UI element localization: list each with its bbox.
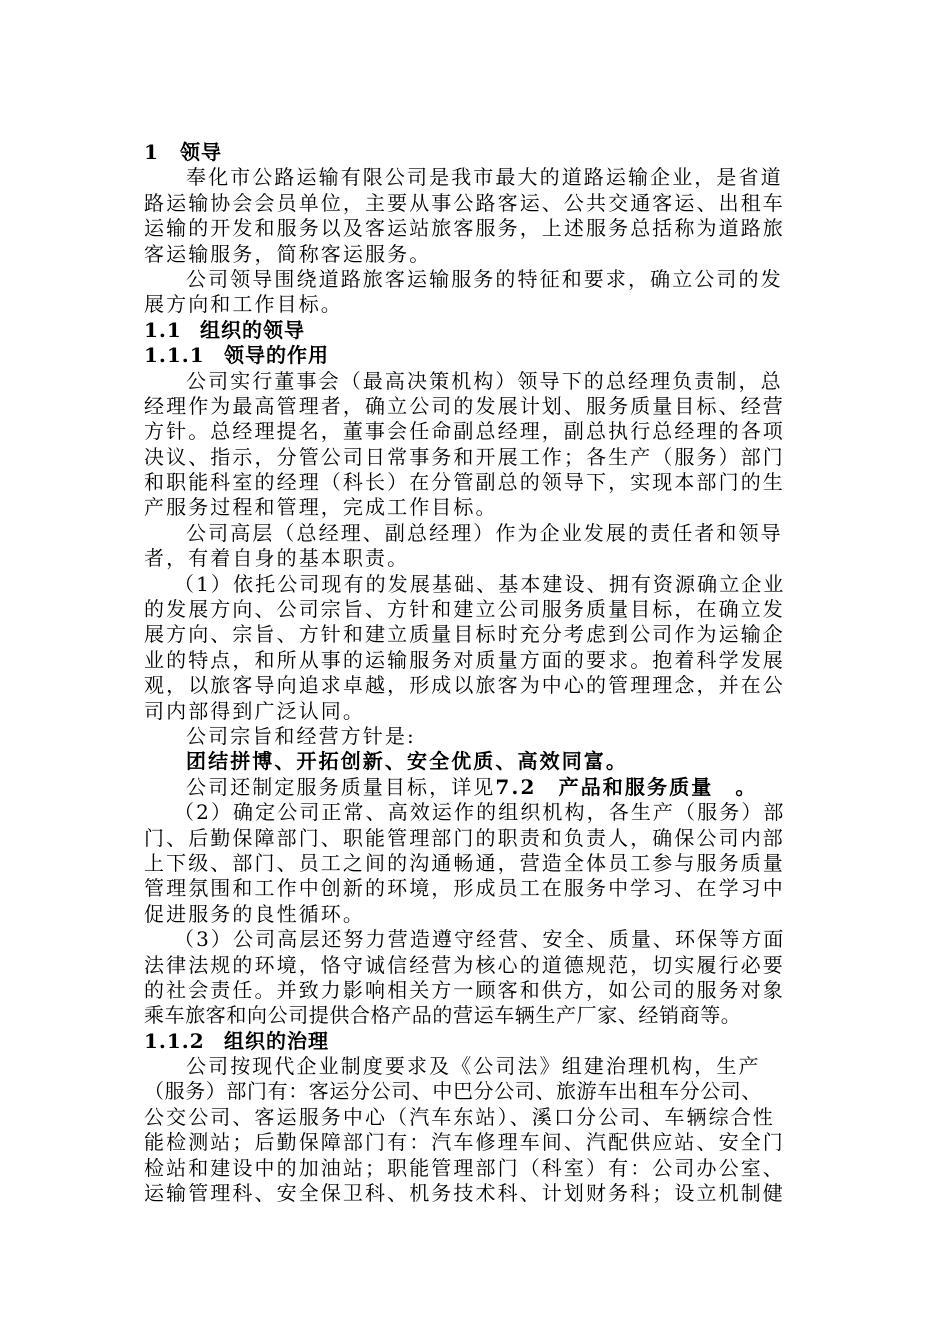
paragraph-line: 路运输协会会员单位，主要从事公路客运、公共交通客运、出租车 xyxy=(144,190,785,215)
paragraph-line: 客运输服务，简称客运服务。 xyxy=(144,241,432,266)
paragraph-line: 乘车旅客和向公司提供合格产品的营运车辆生产厂家、经销商等。 xyxy=(144,1003,742,1028)
paragraph-line xyxy=(144,775,808,800)
paragraph-line: 运输管理科、安全保卫科、机务技术科、计划财务科；设立机制健 xyxy=(144,1181,785,1206)
paragraph-line: 者，有着自身的基本职责。 xyxy=(144,546,410,571)
paragraph-line: 管理氛围和工作中创新的环境，形成员工在服务中学习、在学习中 xyxy=(144,876,785,901)
paragraph-line: 促进服务的良性循环。 xyxy=(144,901,365,926)
paragraph-line: 和职能科室的经理（科长）在分管副总的领导下，实现本部门的生 xyxy=(144,470,785,495)
paragraph-line: （1）依托公司现有的发展基础、基本建设、拥有资源确立企业 xyxy=(174,571,786,596)
paragraph-line: 公司按现代企业制度要求及《公司法》组建治理机构，生产 xyxy=(186,1054,761,1079)
paragraph-line: 决议、指示，分管公司日常事务和开展工作；各生产（服务）部门 xyxy=(144,444,785,469)
section-1-1-heading xyxy=(144,318,808,343)
section-number: 1.1.1 xyxy=(144,343,205,368)
paragraph-line: 公司领导围绕道路旅客运输服务的特征和要求，确立公司的发 xyxy=(186,266,783,291)
paragraph-line: 公交公司、客运服务中心（汽车东站）、溪口分公司、车辆综合性 xyxy=(144,1104,775,1129)
section-reference: 7.2 产品和服务质量 。 xyxy=(495,774,758,799)
paragraph-line: 的社会责任。并致力影响相关方一顾客和供方，如公司的服务对象 xyxy=(144,977,785,1002)
paragraph-line: 检站和建设中的加油站；职能管理部门（科室）有：公司办公室、 xyxy=(144,1155,785,1180)
paragraph-line: 门、后勤保障部门、职能管理部门的职责和负责人，确保公司内部 xyxy=(144,825,785,850)
paragraph-line: 奉化市公路运输有限公司是我市最大的道路运输企业，是省道 xyxy=(186,165,783,190)
paragraph-line: 能检测站；后勤保障部门有：汽车修理车间、汽配供应站、安全门 xyxy=(144,1130,785,1155)
paragraph-line: 公司实行董事会（最高决策机构）领导下的总经理负责制，总 xyxy=(186,368,783,393)
paragraph-line: （3）公司高层还努力营造遵守经营、安全、质量、环保等方面 xyxy=(174,927,786,952)
section-1-1-2-heading xyxy=(144,1029,808,1054)
paragraph-line: 展方向、宗旨、方针和建立质量目标时充分考虑到公司作为运输企 xyxy=(144,622,785,647)
paragraph-line: 司内部得到广泛认同。 xyxy=(144,698,365,723)
paragraph-line: （服务）部门有：客运分公司、中巴分公司、旅游车出租车分公司、 xyxy=(144,1079,762,1104)
paragraph-line: （2）确定公司正常、高效运作的组织机构，各生产（服务）部 xyxy=(174,800,786,825)
paragraph-line: 法律法规的环境，恪守诚信经营为核心的道德规范，切实履行必要 xyxy=(144,952,785,977)
paragraph-text: 公司还制定服务质量目标，详见 xyxy=(186,774,496,799)
paragraph-line: 运输的开发和服务以及客运站旅客服务，上述服务总括称为道路旅 xyxy=(144,216,785,241)
section-number: 1 xyxy=(144,140,159,164)
paragraph-line: 经理作为最高管理者，确立公司的发展计划、服务质量目标、经营 xyxy=(144,393,785,418)
paragraph-line: 展方向和工作目标。 xyxy=(144,292,343,317)
document-page xyxy=(144,140,808,1206)
section-1-1-1-heading xyxy=(144,343,808,368)
paragraph-line: 业的特点，和所从事的运输服务对质量方面的要求。抱着科学发展 xyxy=(144,647,785,672)
paragraph-line: 的发展方向、公司宗旨、方针和建立公司服务质量目标，在确立发 xyxy=(144,597,785,622)
paragraph-line: 产服务过程和管理，完成工作目标。 xyxy=(144,495,498,520)
paragraph-line: 公司宗旨和经营方针是: xyxy=(186,723,416,748)
section-number: 1.1 xyxy=(144,317,182,342)
section-title: 领导 xyxy=(180,140,222,164)
paragraph-line: 公司高层（总经理、副总经理）作为企业发展的责任者和领导 xyxy=(186,520,783,545)
section-title: 组织的领导 xyxy=(200,317,305,342)
section-1-heading xyxy=(144,140,808,165)
section-number: 1.1.2 xyxy=(144,1028,205,1053)
paragraph-line: 观，以旅客导向追求卓越，形成以旅客为中心的管理理念，并在公 xyxy=(144,673,785,698)
paragraph-line: 方针。总经理提名，董事会任命副总经理，副总执行总经理的各项 xyxy=(144,419,785,444)
section-title: 领导的作用 xyxy=(224,343,329,368)
company-motto: 团结拼博、开拓创新、安全优质、高效同富。 xyxy=(186,749,628,774)
section-title: 组织的治理 xyxy=(224,1028,329,1053)
paragraph-line: 上下级、部门、员工之间的沟通畅通，营造全体员工参与服务质量 xyxy=(144,850,785,875)
